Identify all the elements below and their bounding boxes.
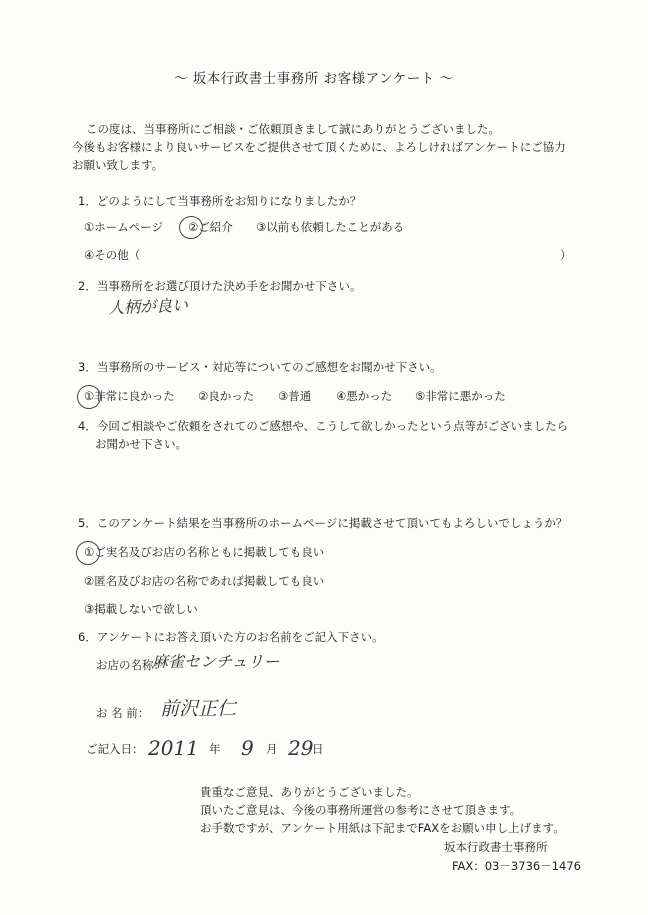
- q5-option-anonymous[interactable]: ②匿名及びお店の名称であれば掲載しても良い: [84, 574, 325, 588]
- date-year-handwritten: 2011: [148, 736, 199, 760]
- q1-option-previous[interactable]: ③以前も依頼したことがある: [256, 220, 405, 234]
- intro-line-2: 今後もお客様により良いサービスをご提供させて頂くために、よろしければアンケートにご協力: [72, 140, 566, 154]
- q3-option-very-bad[interactable]: ⑤非常に悪かった: [415, 389, 506, 403]
- q2-question: 2．当事務所をお選び頂けた決め手をお聞かせ下さい。: [78, 279, 362, 293]
- shop-name-label: お店の名称：: [96, 658, 165, 672]
- q1-option-other-label[interactable]: ④その他（: [84, 248, 141, 262]
- shop-name-handwritten: 麻雀センチュリー: [152, 652, 280, 671]
- footer-thanks: 貴重なご意見、ありがとうございました。: [200, 785, 419, 799]
- year-label: 年: [209, 742, 221, 756]
- q3-option-bad[interactable]: ④悪かった: [336, 389, 393, 403]
- footer-fax-number: FAX：03－3736－1476: [452, 859, 581, 873]
- intro-line-3: お願い致します。: [72, 158, 164, 172]
- name-handwritten: 前沢正仁: [160, 698, 237, 720]
- q5-option-real-name[interactable]: ①ご実名及びお店の名称ともに掲載しても良い: [84, 545, 325, 559]
- q1-question: 1．どのようにして当事務所をお知りになりましたか？: [78, 194, 362, 208]
- q1-option-referral[interactable]: ②ご紹介: [188, 220, 233, 234]
- q3-option-average[interactable]: ③普通: [278, 389, 312, 403]
- intro-line-1: この度は、当事務所にご相談・ご依頼頂きまして誠にありがとうございました。: [86, 122, 500, 136]
- name-label: お 名 前：: [96, 706, 150, 720]
- date-day-handwritten: 29: [288, 736, 314, 760]
- q4-question-line-2: お聞かせ下さい。: [95, 437, 187, 451]
- footer-reference: 頂いたご意見は、今後の事務所運営の参考にさせて頂きます。: [200, 803, 522, 817]
- q5-option-no-publish[interactable]: ③掲載しないで欲しい: [84, 602, 198, 616]
- page-title: 〜 坂本行政書士事務所 お客様アンケート 〜: [174, 71, 454, 87]
- q3-option-good[interactable]: ②良かった: [198, 389, 255, 403]
- date-month-handwritten: 9: [241, 736, 254, 760]
- day-label: 日: [312, 742, 324, 756]
- q3-question: 3．当事務所のサービス・対応等についてのご感想をお聞かせ下さい。: [78, 360, 442, 374]
- q4-question-line-1: 4．今回ご相談やご依頼をされてのご感想や、こうして欲しかったという点等がございましたら: [78, 419, 569, 433]
- q3-selected-circle: [75, 383, 103, 411]
- date-label: ご記入日：: [86, 742, 144, 756]
- footer-office-name: 坂本行政書士事務所: [444, 840, 548, 854]
- q1-option-other-close: ）: [560, 248, 572, 262]
- q3-option-very-good[interactable]: ①非常に良かった: [84, 389, 175, 403]
- q1-option-homepage[interactable]: ①ホームページ: [84, 220, 164, 234]
- q1-selected-circle: [177, 214, 205, 241]
- q6-question: 6．アンケートにお答え頂いた方のお名前をご記入下さい。: [78, 630, 384, 644]
- q5-selected-circle: [74, 539, 102, 567]
- q2-answer-handwritten: 人柄が良い: [107, 295, 189, 318]
- month-label: 月: [266, 742, 278, 756]
- q5-question: 5．このアンケート結果を当事務所のホームページに掲載させて頂いてもよろしいでしょうか？: [78, 516, 568, 530]
- footer-fax-request: お手数ですが、アンケート用紙は下記までFAXをお願い申し上げます。: [200, 821, 565, 835]
